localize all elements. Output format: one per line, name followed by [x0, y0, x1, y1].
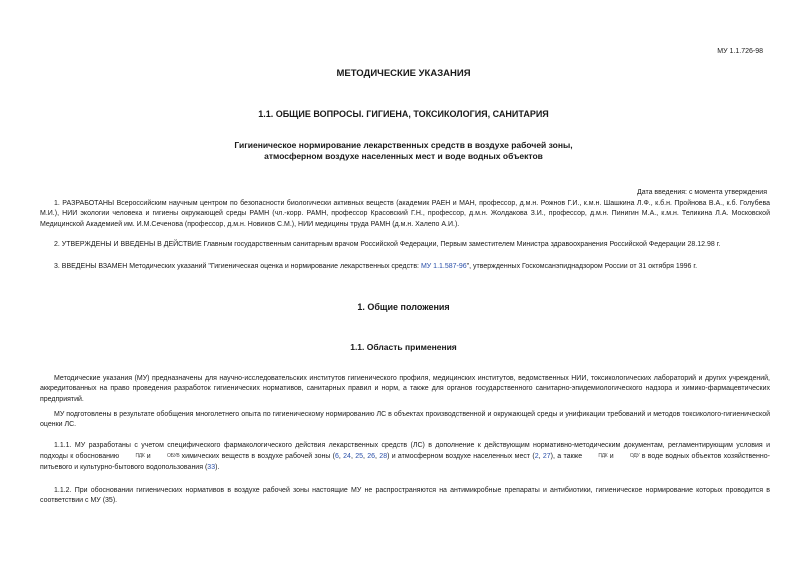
- references-group-3: [207, 464, 215, 471]
- section-scope: 1.1. Область применения: [350, 342, 457, 352]
- p111-text-b: и: [144, 453, 153, 461]
- p111-text-h: ).: [215, 463, 220, 471]
- document-title: [0, 140, 807, 162]
- title-line-1: Гигиеническое нормирование лекарственных средств в воздухе рабочей зоны,: [234, 140, 573, 150]
- reference-link[interactable]: 24: [343, 453, 351, 461]
- paragraph-1-1-1: [40, 441, 770, 473]
- reference-link[interactable]: 26: [367, 453, 376, 461]
- item-replaces: [40, 262, 770, 272]
- section-general-provisions: 1. Общие положения: [357, 302, 450, 312]
- effective-date: Дата введения: с момента утверждения: [636, 189, 767, 196]
- p111-text-g: в воде водных объектов хозяйственно-питьевого и культурно-бытового водопользования (: [40, 453, 771, 471]
- reference-link[interactable]: 33: [207, 463, 216, 471]
- section-heading: 1.1. ОБЩИЕ ВОПРОСЫ. ГИГИЕНА, ТОКСИКОЛОГИЯ, САНИТАРИЯ: [258, 109, 549, 119]
- item-replaces-text-end: ", утвержденных Госкомсанэпиднадзором России от 31 октября 1996 г.: [466, 263, 698, 270]
- mu-587-96-link[interactable]: МУ 1.1.587-96: [420, 263, 467, 270]
- obuv-formula-glyph: ОБУВ: [166, 453, 180, 460]
- reference-link[interactable]: 2: [534, 453, 539, 461]
- item-replaces-text: 3. ВВЕДЕНЫ ВЗАМЕН Методических указаний "Гигиеническая оценка и нормирование лекарственных средств:: [54, 263, 421, 270]
- odu-formula-glyph: ОДУ: [629, 453, 640, 460]
- p111-text-c: химических веществ в воздухе рабочей зоны (: [179, 453, 335, 461]
- reference-link[interactable]: 28: [379, 453, 388, 461]
- paragraph-1-1-2: 1.1.2. При обосновании гигиенических нормативов в воздухе рабочей зоны настоящие МУ не распространяются на антимикробные препараты и антибиотики, гигиеническое нормирование которых проводится в соответствии с МУ (35).: [40, 487, 770, 505]
- paragraph-basis: МУ подготовлены в результате обобщения многолетнего опыта по гигиеническому нормированию ЛС в объектах производственной и окружающей среды и унификации требований и методов токсиколого-гигиенической оценки ЛС.: [40, 411, 770, 429]
- title-line-2: атмосферном воздухе населенных мест и воде водных объектов: [264, 151, 543, 161]
- p111-text-d: ) и атмосферном воздухе населенных мест (: [387, 453, 535, 461]
- references-group-2: 2, 27: [534, 453, 551, 461]
- pdk-formula-glyph: ПДК: [135, 453, 145, 460]
- p111-text-a: 1.1.1. МУ разработаны с учетом специфического фармакологического действия лекарственных средств (ЛС) в дополнение к действующим нормативно-методическим документам, регламентирующим условия и подходы к обоснованию: [40, 442, 770, 461]
- document-type-heading: МЕТОДИЧЕСКИЕ УКАЗАНИЯ: [336, 68, 471, 79]
- p111-text-f: и: [607, 453, 616, 461]
- reference-link[interactable]: 25: [355, 453, 363, 461]
- references-group-1: 6, 24, 25, 26, 28: [335, 453, 388, 461]
- paragraph-purpose: Методические указания (МУ) предназначены для научно-исследовательских институтов гигиенического профиля, медицинских институтов, ведомственных НИИ, токсикологических лабораторий и других учреждений, аккредитованных на право проведения разработок гигиенических нормативов, санитарных правил и норм, а также для органов государственного санитарно-эпидемиологического надзора и химико-фармацевтических предприятий.: [40, 375, 770, 403]
- document-number: МУ 1.1.726-98: [717, 48, 763, 55]
- reference-link[interactable]: 6: [335, 453, 339, 461]
- item-approved: 2. УТВЕРЖДЕНЫ И ВВЕДЕНЫ В ДЕЙСТВИЕ Главным государственным санитарным врачом Российской Федерации, Первым заместителем Министра здравоохранения Российской Федерации 28.12.98 г.: [54, 241, 721, 248]
- pdk-water-formula-glyph: ПДК: [598, 453, 608, 460]
- p111-text-e: ), а также: [550, 453, 585, 461]
- item-developed-by: 1. РАЗРАБОТАНЫ Всероссийским научным центром по безопасности биологически активных веществ (академик РАЕН и МАН, профессор, д.м.н. Рожнов Г.И., к.м.н. Шашкина Л.Ф., к.б.н. Пройнова В.А., к.б. Голубева М.И.), НИИ экологии человека и гигиены окружающей среды РАМН (чл.-корр. РАМН, профессор Красовский Г.Н., профессор, д.м.н. Жолдакова З.И., профессор, д.м.н. Пинигин М.А., к.м.н. Теликина Л.А. Московской Медицинской Академией им. И.М.Сеченова (профессор, д.м.н. Новиков С.М.), НИИ медицины труда РАМН (д.м.н. Халепо А.И.).: [40, 200, 770, 228]
- reference-link[interactable]: 27: [542, 453, 551, 461]
